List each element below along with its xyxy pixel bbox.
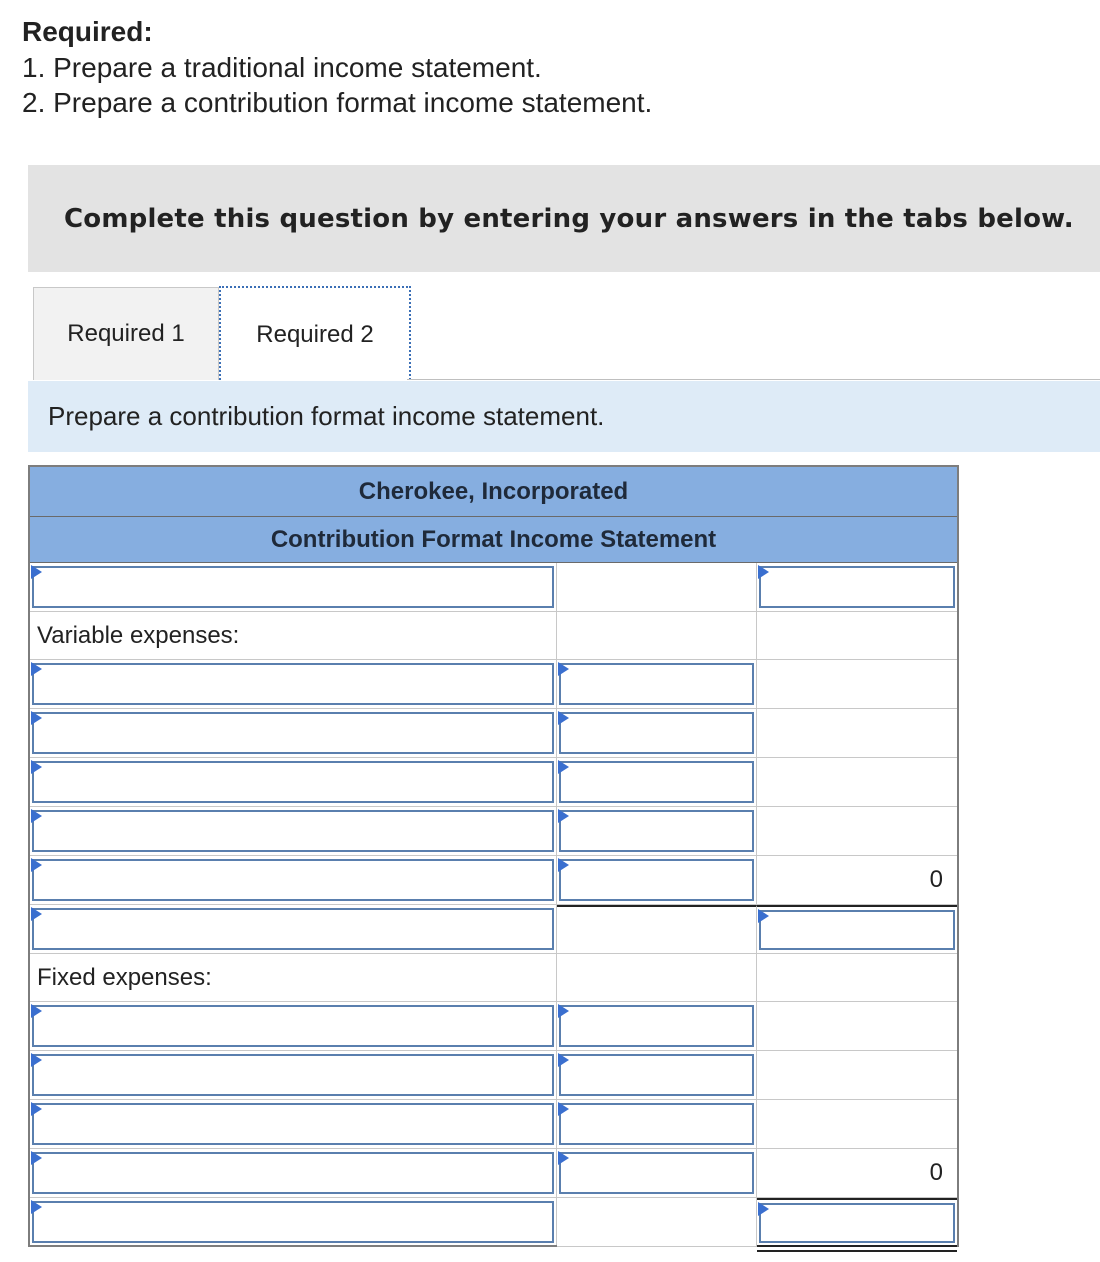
fixed-expenses-label: Fixed expenses: — [37, 963, 212, 991]
dropdown-arrow-icon — [31, 760, 42, 774]
tab-required-1[interactable]: Required 1 — [33, 287, 219, 380]
label-dropdown[interactable] — [32, 761, 554, 803]
dropdown-arrow-icon — [558, 760, 569, 774]
required-title: Required: — [22, 16, 153, 47]
table-row — [30, 1002, 957, 1051]
tab-divider — [407, 379, 1100, 380]
banner-text: Complete this question by entering your answers in the tabs below. — [64, 203, 1074, 234]
table-row — [30, 660, 957, 709]
dropdown-arrow-icon — [558, 662, 569, 676]
table-row — [30, 1051, 957, 1100]
label-dropdown[interactable] — [32, 712, 554, 754]
dropdown-arrow-icon — [31, 858, 42, 872]
dropdown-arrow-icon — [558, 1004, 569, 1018]
required-section — [22, 14, 652, 120]
dropdown-arrow-icon — [31, 1102, 42, 1116]
dropdown-arrow-icon — [31, 1004, 42, 1018]
dropdown-arrow-icon — [758, 909, 769, 923]
dropdown-arrow-icon — [558, 809, 569, 823]
table-row-fixed-label — [30, 954, 957, 1002]
amount-input[interactable] — [559, 761, 754, 803]
dropdown-arrow-icon — [558, 1053, 569, 1067]
amount-input[interactable] — [559, 712, 754, 754]
table-row-fixed-total — [30, 1149, 957, 1198]
instruction-text: Prepare a contribution format income statement. — [48, 401, 605, 431]
label-dropdown[interactable] — [32, 908, 554, 950]
dropdown-arrow-icon — [31, 1151, 42, 1165]
table-bottom-border — [28, 1245, 557, 1247]
table-row-contribution-margin — [30, 905, 957, 954]
label-dropdown[interactable] — [32, 1054, 554, 1096]
required-item-1: 1. Prepare a traditional income statement. — [22, 52, 542, 83]
label-dropdown[interactable] — [32, 810, 554, 852]
dropdown-arrow-icon — [31, 1053, 42, 1067]
dropdown-arrow-icon — [758, 565, 769, 579]
label-dropdown[interactable] — [32, 1201, 554, 1243]
table-row-variable-label — [30, 612, 957, 660]
amount-input[interactable] — [559, 810, 754, 852]
table-row — [30, 709, 957, 758]
income-statement-table — [28, 465, 959, 1247]
dropdown-arrow-icon — [558, 711, 569, 725]
amount-input[interactable] — [759, 910, 955, 950]
amount-input[interactable] — [559, 1103, 754, 1145]
label-dropdown[interactable] — [32, 1103, 554, 1145]
dropdown-arrow-icon — [31, 565, 42, 579]
dropdown-arrow-icon — [31, 662, 42, 676]
dropdown-arrow-icon — [31, 711, 42, 725]
amount-input[interactable] — [559, 1054, 754, 1096]
table-row-sales — [30, 563, 957, 612]
table-row — [30, 758, 957, 807]
label-dropdown[interactable] — [32, 663, 554, 705]
variable-expenses-label: Variable expenses: — [37, 621, 240, 649]
variable-expenses-total: 0 — [929, 866, 943, 893]
amount-input[interactable] — [759, 1203, 955, 1243]
dropdown-arrow-icon — [31, 809, 42, 823]
company-name: Cherokee, Incorporated — [30, 467, 957, 517]
instruction-banner — [28, 165, 1100, 272]
amount-input[interactable] — [559, 859, 754, 901]
dropdown-arrow-icon — [558, 858, 569, 872]
tab-required-2[interactable]: Required 2 — [219, 286, 411, 384]
label-dropdown[interactable] — [32, 1152, 554, 1194]
amount-input[interactable] — [759, 566, 955, 608]
table-row-variable-total — [30, 856, 957, 905]
required-item-2: 2. Prepare a contribution format income statement. — [22, 87, 653, 118]
amount-input[interactable] — [559, 1152, 754, 1194]
table-row — [30, 1100, 957, 1149]
amount-input[interactable] — [559, 1005, 754, 1047]
statement-title: Contribution Format Income Statement — [30, 517, 957, 563]
label-dropdown[interactable] — [32, 859, 554, 901]
table-row — [30, 807, 957, 856]
tab-instruction — [28, 381, 1100, 452]
label-dropdown[interactable] — [32, 566, 554, 608]
dropdown-arrow-icon — [758, 1202, 769, 1216]
fixed-expenses-total: 0 — [929, 1159, 943, 1186]
dropdown-arrow-icon — [558, 1151, 569, 1165]
dropdown-arrow-icon — [558, 1102, 569, 1116]
amount-input[interactable] — [559, 663, 754, 705]
dropdown-arrow-icon — [31, 1200, 42, 1214]
dropdown-arrow-icon — [31, 907, 42, 921]
label-dropdown[interactable] — [32, 1005, 554, 1047]
table-row-net-income — [30, 1198, 957, 1247]
